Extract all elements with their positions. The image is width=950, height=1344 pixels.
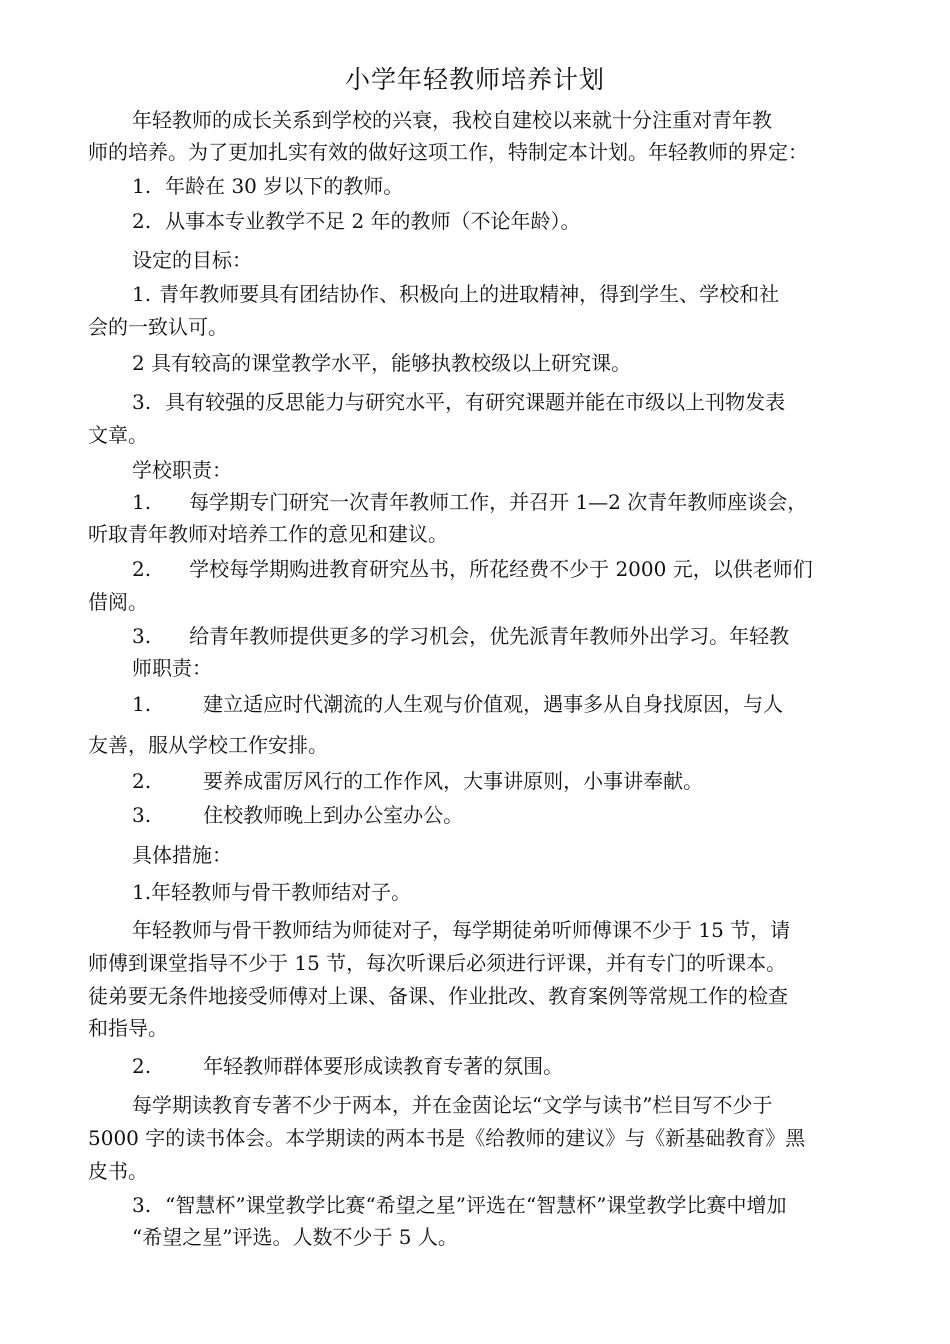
paragraph-line: 师傅到课堂指导不少于 15 节，每次听课后必须进行评课，并有专门的听课本。: [88, 951, 787, 975]
list-item-text: “智慧杯”课堂教学比赛“希望之星”评选在“智慧杯”课堂教学比赛中增加: [165, 1193, 787, 1217]
paragraph-line: 借阅。: [88, 590, 148, 614]
paragraph-line: 友善，服从学校工作安排。: [88, 733, 328, 757]
list-item: [132, 767, 922, 795]
paragraph-line: 年轻教师的成长关系到学校的兴衰，我校自建校以来就十分注重对青年教: [132, 108, 772, 132]
section-heading: 师职责：: [132, 656, 212, 680]
list-item-text: 每学期专门研究一次青年教师工作，并召开 1—2 次青年教师座谈会，: [189, 490, 808, 514]
list-item: [132, 690, 922, 718]
paragraph-line: 5000 字的读书体会。本学期读的两本书是《给教师的建议》与《新基础教育》黑: [88, 1126, 806, 1150]
subsection-heading: 1.年轻教师与骨干教师结对子。: [132, 880, 412, 904]
list-item: [132, 555, 922, 583]
paragraph-line: 会的一致认可。: [88, 315, 228, 339]
list-number: 3.: [132, 390, 152, 414]
list-item: [132, 172, 922, 200]
list-item: [132, 207, 922, 235]
section-heading: 具体措施：: [132, 843, 232, 867]
list-number: 3.: [132, 1193, 152, 1217]
list-number: 1.: [132, 174, 152, 198]
list-item: [132, 1052, 922, 1080]
list-item: [132, 488, 922, 516]
list-number: 3.: [132, 803, 152, 827]
list-item-text: 要养成雷厉风行的工作作风，大事讲原则，小事讲奉献。: [203, 769, 704, 793]
list-item-text: 从事本专业教学不足 2 年的教师（不论年龄）。: [165, 209, 581, 233]
list-item-text: 住校教师晚上到办公室办公。: [203, 803, 464, 827]
paragraph-line: 徒弟要无条件地接受师傅对上课、备课、作业批改、教育案例等常规工作的检查: [88, 984, 788, 1008]
paragraph-line: 听取青年教师对培养工作的意见和建议。: [88, 522, 448, 546]
list-item: [132, 1191, 922, 1219]
paragraph-line: 每学期读教育专著不少于两本，并在金茵论坛“文学与读书”栏目写不少于: [132, 1093, 773, 1117]
list-item-text: 具有较强的反思能力与研究水平，有研究课题并能在市级以上刊物发表: [165, 390, 786, 414]
section-heading: 设定的目标：: [132, 248, 252, 272]
list-item-text: 学校每学期购进教育研究丛书，所花经费不少于 2000 元，以供老师们: [189, 557, 813, 581]
list-number: 2.: [132, 557, 152, 581]
list-number: 1.: [132, 490, 152, 514]
paragraph-line: 2 具有较高的课堂教学水平，能够执教校级以上研究课。: [132, 351, 632, 375]
page-title: 小学年轻教师培养计划: [344, 65, 605, 94]
paragraph-line: 皮书。: [88, 1159, 148, 1183]
list-item-text: 青年教师要具有团结协作、积极向上的进取精神，得到学生、学校和社: [159, 282, 780, 306]
list-item: [132, 801, 922, 829]
list-item-text: 给青年教师提供更多的学习机会，优先派青年教师外出学习。年轻教: [189, 624, 790, 648]
section-heading: 学校职责：: [132, 458, 232, 482]
list-number: 1.: [132, 692, 152, 716]
paragraph-line: 文章。: [88, 423, 148, 447]
list-item: [132, 280, 922, 308]
paragraph-line: 年轻教师与骨干教师结为师徒对子，每学期徒弟听师傅课不少于 15 节，请: [132, 918, 791, 942]
list-number: 2.: [132, 209, 152, 233]
list-number: 2.: [132, 769, 152, 793]
list-number: 3.: [132, 624, 152, 648]
list-number: 2.: [132, 1054, 152, 1078]
list-item: [132, 622, 922, 650]
list-item-text: 年轻教师群体要形成读教育专著的氛围。: [203, 1054, 564, 1078]
paragraph-line: 师的培养。为了更加扎实有效的做好这项工作，特制定本计划。年轻教师的界定：: [88, 140, 808, 164]
paragraph-line: 和指导。: [88, 1016, 168, 1040]
list-item: [132, 388, 922, 416]
list-item-text: 建立适应时代潮流的人生观与价值观，遇事多从自身找原因，与人: [203, 692, 784, 716]
paragraph-line: “希望之星”评选。人数不少于 5 人。: [132, 1225, 458, 1249]
list-item-text: 年龄在 30 岁以下的教师。: [165, 174, 404, 198]
list-number: 1.: [132, 282, 152, 306]
